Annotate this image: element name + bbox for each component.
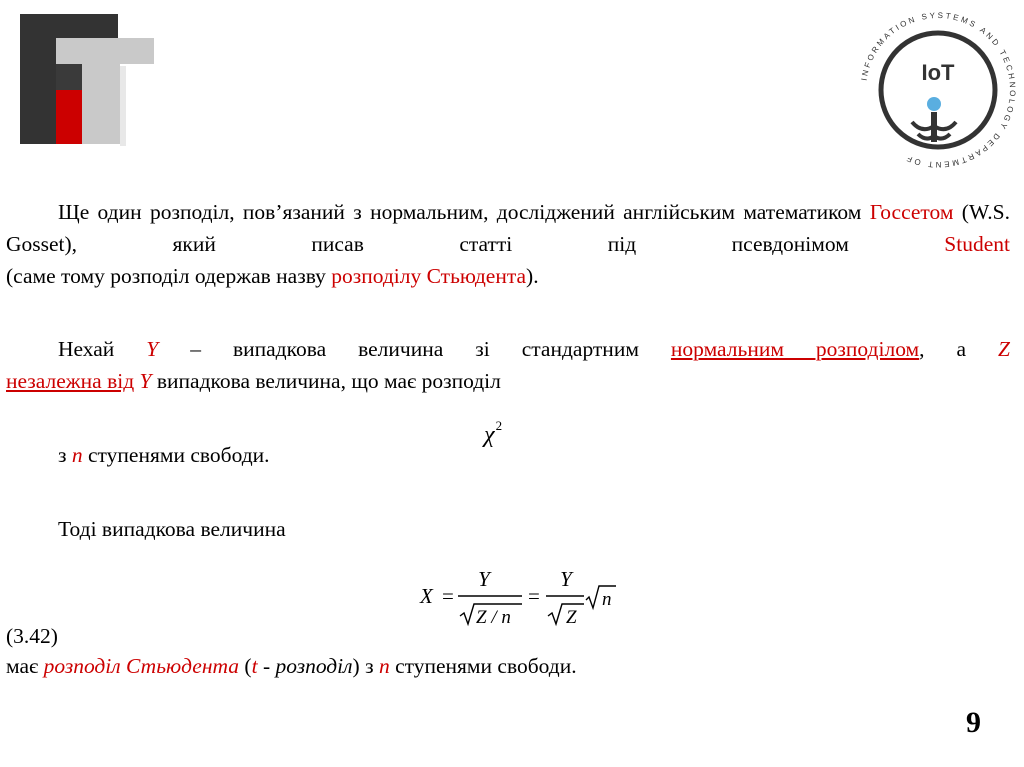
student-link[interactable]: Student	[944, 232, 1010, 256]
independent-link[interactable]: незалежна від	[6, 369, 135, 393]
gosset-link[interactable]: Госсетом	[869, 200, 954, 224]
normal-distribution-link[interactable]: нормальним розподілом	[670, 337, 920, 361]
paragraph-gosset: Ще один розподіл, пов’язаний з нормальним, досліджений англійським математиком Госсетом (W.S. Gosset), який писав статті під псевдонімом Student	[6, 200, 1010, 256]
seal-label: IoT	[921, 60, 955, 85]
fit-logo	[20, 14, 156, 144]
page-number: 9	[966, 706, 981, 739]
paragraph-student-distribution: має розподіл Стьюдента (t - розподіл) з n ступенями свободи.	[6, 654, 577, 678]
svg-text:Y: Y	[560, 567, 572, 591]
paragraph-gosset-line3: (саме тому розподіл одержав назву розподілу Стьюдента).	[6, 264, 539, 288]
svg-text:=: =	[442, 584, 454, 608]
svg-text:INFORMATION SYSTEMS AND TECHNO: INFORMATION SYSTEMS AND TECHNOLOGY DEPARTMENT OF	[859, 10, 1018, 170]
svg-text:n: n	[602, 589, 612, 610]
paragraph-degrees: з n ступенями свободи.	[58, 443, 270, 467]
paragraph-definition-line1: Нехай Y – випадкова величина зі стандартним нормальним розподілом, а Z	[58, 337, 1011, 361]
equation-number: (3.42)	[6, 624, 58, 648]
svg-text:=: =	[528, 584, 540, 608]
paragraph-definition-line2: незалежна від Y випадкова величина, що має розподіл	[6, 369, 501, 393]
svg-text:X: X	[420, 584, 433, 608]
svg-text:Y: Y	[478, 567, 490, 591]
student-distribution-link[interactable]: розподілу Стьюдента	[331, 264, 527, 288]
svg-text:Z / n: Z / n	[476, 607, 511, 628]
paragraph-then: Тоді випадкова величина	[58, 517, 286, 541]
svg-text:Z: Z	[566, 607, 577, 628]
iot-department-seal	[852, 4, 1024, 176]
student-distribution-term: розподіл Стьюдента	[43, 654, 240, 678]
chi-squared-symbol: $\chi^2$	[484, 418, 503, 448]
